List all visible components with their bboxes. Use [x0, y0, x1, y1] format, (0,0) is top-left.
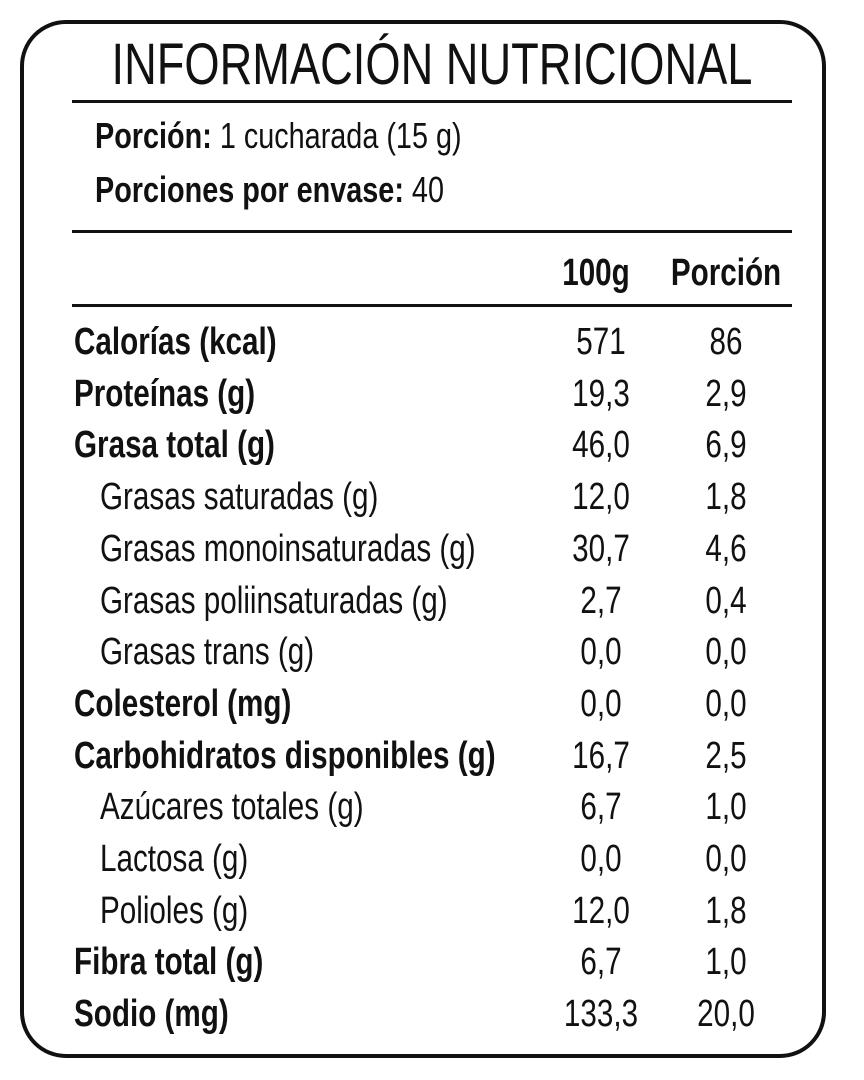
nutrient-name: Proteínas (g): [74, 372, 256, 415]
value-per-100g: 6,7: [580, 941, 622, 984]
table-row: [0, 316, 864, 368]
nutrient-name: Carbohidratos disponibles (g): [74, 734, 496, 777]
value-per-100g: 12,0: [572, 476, 630, 519]
table-row: [0, 833, 864, 885]
table-row: [0, 626, 864, 678]
value-per-portion: 20,0: [697, 993, 755, 1036]
value-per-portion: 6,9: [705, 424, 747, 467]
value-per-portion: 1,0: [705, 786, 747, 829]
value-per-portion: 4,6: [705, 527, 747, 570]
value-per-100g: 0,0: [580, 682, 622, 725]
value-per-portion: 0,0: [705, 838, 747, 880]
value-per-portion: 86: [709, 321, 743, 363]
value-per-portion: 2,9: [705, 372, 747, 415]
portion-size-label: Porción:: [95, 115, 212, 156]
divider-header: [72, 304, 792, 307]
nutrient-name: Sodio (mg): [74, 993, 229, 1036]
servings-per-pack-value: 40: [411, 169, 444, 210]
table-row: [0, 523, 864, 575]
value-per-100g: 19,3: [572, 372, 630, 415]
nutrient-name: Grasas poliinsaturadas (g): [100, 579, 448, 622]
value-per-portion: 0,4: [705, 579, 747, 622]
nutrient-name: Polioles (g): [100, 889, 249, 932]
table-row: [0, 368, 864, 420]
table-row: [0, 575, 864, 627]
nutrient-name: Calorías (kcal): [74, 321, 277, 363]
column-header-portion: Porción: [670, 252, 782, 294]
divider-middle: [72, 230, 792, 233]
value-per-portion: 1,8: [705, 476, 747, 519]
nutrient-name: Grasas saturadas (g): [100, 476, 379, 519]
value-per-100g: 30,7: [572, 527, 630, 570]
value-per-100g: 46,0: [572, 424, 630, 467]
nutrient-name: Grasas monoinsaturadas (g): [100, 527, 476, 570]
value-per-100g: 133,3: [563, 993, 639, 1036]
nutrient-name: Azúcares totales (g): [100, 786, 364, 829]
column-header-100g: 100g: [562, 252, 630, 294]
value-per-portion: 2,5: [705, 734, 747, 777]
value-per-portion: 1,8: [705, 889, 747, 932]
value-per-100g: 0,0: [580, 631, 622, 674]
divider-top: [72, 100, 792, 103]
portion-size: [95, 114, 462, 158]
table-row: [0, 885, 864, 937]
table-row: [0, 419, 864, 471]
nutrient-name: Grasa total (g): [74, 424, 275, 467]
servings-per-pack: [95, 168, 444, 212]
table-row: [0, 730, 864, 782]
nutrient-name: Colesterol (mg): [74, 682, 292, 725]
table-row: [0, 471, 864, 523]
table-row: [0, 678, 864, 730]
value-per-portion: 1,0: [705, 941, 747, 984]
value-per-portion: 0,0: [705, 682, 747, 725]
value-per-100g: 571: [576, 321, 626, 363]
nutrient-name: Lactosa (g): [100, 838, 249, 880]
servings-per-pack-label: Porciones por envase:: [95, 169, 404, 210]
portion-size-value: 1 cucharada (15 g): [219, 115, 462, 156]
value-per-100g: 6,7: [580, 786, 622, 829]
table-row: [0, 988, 864, 1040]
nutrient-name: Grasas trans (g): [100, 631, 315, 674]
label-title: INFORMACIÓN NUTRICIONAL: [111, 32, 753, 97]
value-per-100g: 2,7: [580, 579, 622, 622]
value-per-100g: 0,0: [580, 838, 622, 880]
table-row: [0, 936, 864, 988]
table-row: [0, 781, 864, 833]
value-per-100g: 16,7: [572, 734, 630, 777]
value-per-portion: 0,0: [705, 631, 747, 674]
value-per-100g: 12,0: [572, 889, 630, 932]
nutrient-name: Fibra total (g): [74, 941, 264, 984]
